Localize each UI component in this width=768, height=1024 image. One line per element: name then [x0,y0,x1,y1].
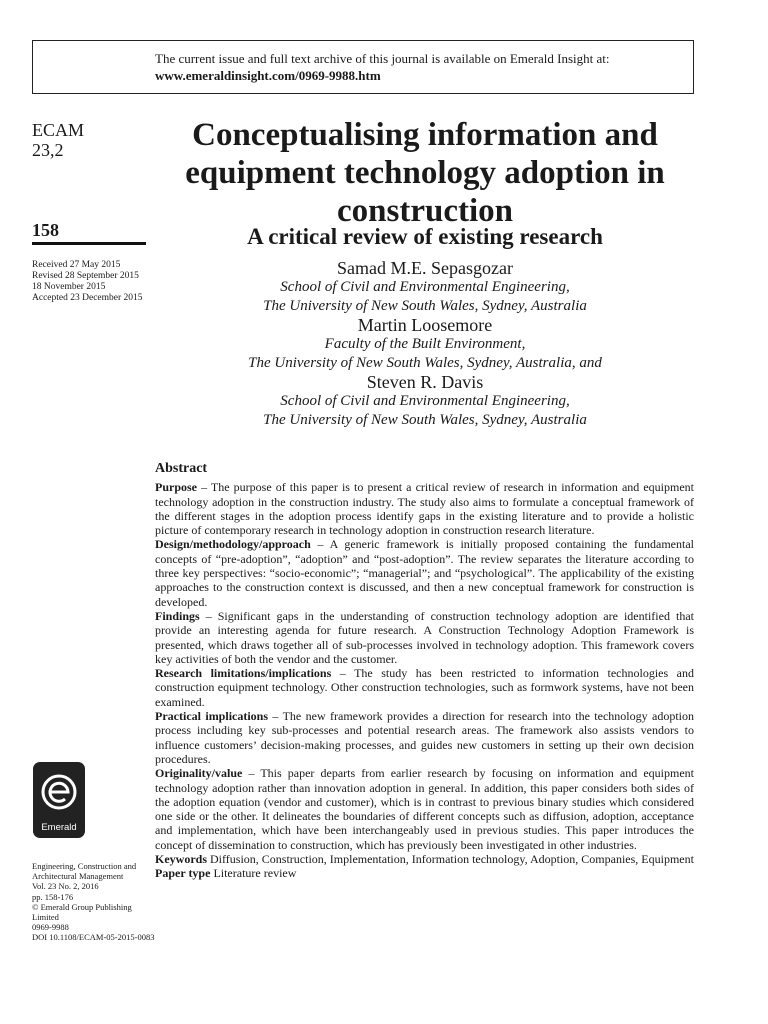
section-text: – Significant gaps in the understanding of construction technology adoption are identified that provide an interesting agenda for future research. A Construction Technology Adoption Framework is presented, which draws together all of sub-processes involved in technology adoption. This framework covers key activities of both the vendor and the customer. [155,608,694,666]
abstract-practical [155,709,694,766]
pub-line: Engineering, Construction and [32,861,137,871]
author-name: Martin Loosemore [357,315,493,335]
author-affiliation: Faculty of the Built Environment, [324,336,526,352]
abstract [155,462,694,881]
emerald-logo [33,762,85,838]
section-text: – The purpose of this paper is to present a critical review of research in information and equipment technology adoption in the construction industry. The study also aims to formulate a conceptual framework of the different stages in the adoption process identify gaps in the existing literature and to provide a holistic picture of contemporary research in technology adoption in construction research literature. [155,480,694,538]
abstract-heading: Abstract [155,461,208,476]
paper-title: Conceptualising information and equipment technology adoption in construction [185,117,665,229]
notice-text: The current issue and full text archive of this journal is available on Emerald Insight at: [155,51,610,66]
publication-info [32,861,157,943]
pub-line: © Emerald Group Publishing Limited [32,901,132,923]
section-label: Research limitations/implications [155,666,332,681]
section-label: Design/methodology/approach [155,537,311,552]
journal-volume: 23,2 [32,140,64,160]
keywords-label: Keywords [155,852,207,867]
paper-type [155,866,694,880]
keywords-text: Diffusion, Construction, Implementation, Information technology, Adoption, Companies, Equipment [207,852,694,867]
paper-subtitle: A critical review of existing research [247,224,603,249]
keywords [155,852,694,866]
section-text: – The study has been restricted to information technologies and construction equipment technology. Other construction technologies, such as formwork systems, have not been examined. [155,666,694,709]
author-name: Steven R. Davis [366,372,484,392]
abstract-findings [155,609,694,666]
paper-type-label: Paper type [155,866,211,881]
date-accepted: Accepted 23 December 2015 [32,293,143,303]
submission-dates [32,260,143,304]
pub-doi[interactable]: DOI 10.1108/ECAM-05-2015-0083 [32,932,155,943]
section-text: – This paper departs from earlier research by focusing on information and equipment technology adoption rather than innovation adoption in general. In addition, this paper considers both sides of the adoption equation (vendor and customer), which is in contrast to previous binary studies which considered one side or the other. It delineates the boundaries of different concepts such as diffusion, adoption, acceptance and implementation, which have been interchangeably used in previous studies. This paper introduces the concept of dissemination to construction, which has previously been investigated in other industries. [155,766,694,852]
section-label: Practical implications [155,709,269,724]
author-affiliation: School of Civil and Environmental Engineering, [280,279,570,295]
pub-line: 0969-9988 [32,922,69,933]
section-label: Purpose [155,480,197,495]
author-affiliation: The University of New South Wales, Sydney, Australia [263,412,587,428]
abstract-design [155,537,694,608]
section-label: Findings [155,608,200,623]
section-text: – A generic framework is initially proposed containing the fundamental concepts of “pre-adoption”, “adoption” and “post-adoption”. The review separates the literature according to three key perspectives: “socio-economic”; “managerial”; and “psychological”. The applicability of the existing approaches to the construction context is discussed, and then a new conceptual framework for construction is developed. [155,537,694,609]
author-affiliation: School of Civil and Environmental Engineering, [280,393,570,409]
author-list [160,259,690,430]
date-revised-2: 18 November 2015 [32,282,106,292]
section-label: Originality/value [155,766,243,781]
author-affiliation: The University of New South Wales, Sydney, Australia [263,298,587,314]
pub-line: pp. 158-176 [32,891,74,902]
abstract-originality [155,766,694,852]
pub-line: Vol. 23 No. 2, 2016 [32,881,99,892]
paper-type-text: Literature review [210,866,297,881]
journal-access-notice [32,40,694,94]
author-affiliation: The University of New South Wales, Sydney, Australia, and [248,355,602,371]
date-received: Received 27 May 2015 [32,260,121,270]
abstract-purpose [155,480,694,537]
journal-url-link[interactable]: www.emeraldinsight.com/0969-9988.htm [155,68,381,83]
author-name: Samad M.E. Sepasgozar [337,258,513,278]
abstract-limitations [155,666,694,709]
page-number: 158 [32,220,59,240]
emerald-e-icon [39,768,79,818]
section-text: – The new framework provides a direction for research into the technology adoption process including key sub-processes and potential research areas. The framework also assists vendors to influence customers’ decision-making processes, and guides new customers in setting up their own decision procedures. [155,709,694,766]
journal-abbrev: ECAM [32,120,85,140]
logo-text: Emerald [41,822,77,833]
date-revised: Revised 28 September 2015 [32,271,139,281]
journal-id [32,120,84,160]
pub-line: Architectural Management [32,871,124,882]
page-number-rule [32,242,146,245]
